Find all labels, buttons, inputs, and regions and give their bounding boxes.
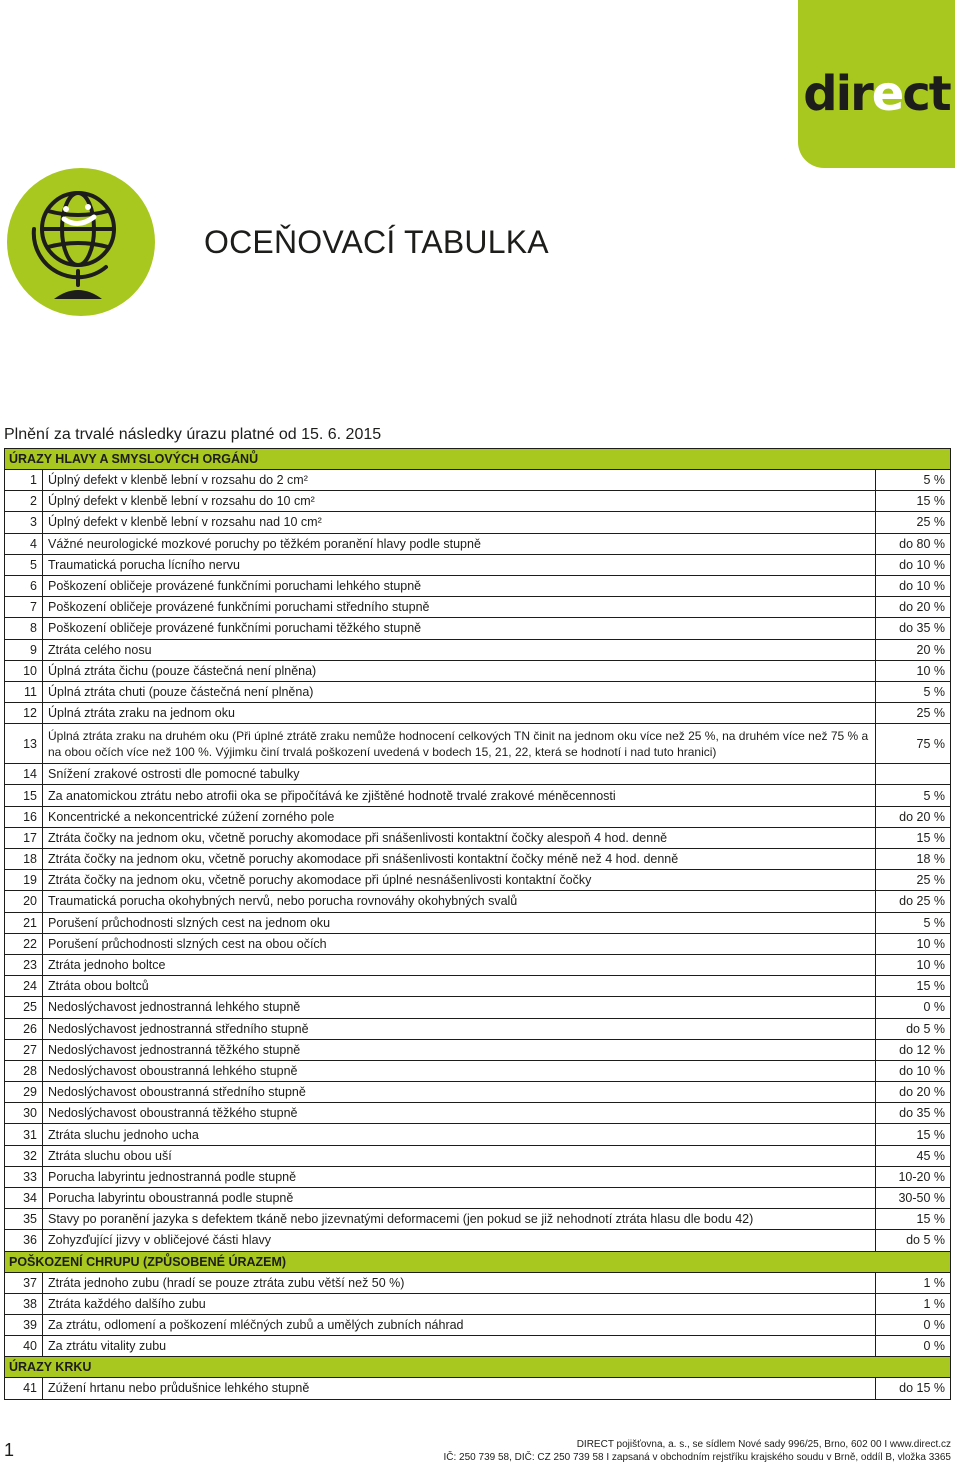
- section-header: [5, 1251, 951, 1272]
- row-value: 15 %: [876, 1209, 951, 1230]
- row-number: 13: [5, 724, 43, 764]
- row-description: Traumatická porucha lícního nervu: [43, 554, 876, 575]
- row-value: 10 %: [876, 660, 951, 681]
- table-row: [5, 1230, 951, 1251]
- row-value: do 10 %: [876, 554, 951, 575]
- table-row: [5, 1336, 951, 1357]
- row-number: 9: [5, 639, 43, 660]
- table-row: [5, 703, 951, 724]
- row-value: 25 %: [876, 703, 951, 724]
- row-value: do 5 %: [876, 1230, 951, 1251]
- row-description: Úplná ztráta zraku na druhém oku (Při úplné ztrátě zraku nemůže hodnocení celkových TN činit na jednom oku více než 25 %, na druhém více než 75 % a na obou očích více než 100 %. Výjimku činí trvalá poškození uvedená v bodech 15, 21, 22, která se hodnotí i nad tuto hranici): [43, 724, 876, 764]
- row-number: 40: [5, 1336, 43, 1357]
- table-row: [5, 554, 951, 575]
- row-description: Ztráta jednoho zubu (hradí se pouze ztráta zubu větší než 50 %): [43, 1272, 876, 1293]
- row-value: 0 %: [876, 1314, 951, 1335]
- row-description: Nedoslýchavost jednostranná těžkého stupně: [43, 1039, 876, 1060]
- row-description: Koncentrické a nekoncentrické zúžení zorného pole: [43, 806, 876, 827]
- row-value: 30-50 %: [876, 1188, 951, 1209]
- rates-table: [4, 448, 951, 1400]
- row-description: Nedoslýchavost oboustranná středního stupně: [43, 1082, 876, 1103]
- row-value: do 80 %: [876, 533, 951, 554]
- row-value: [876, 764, 951, 785]
- row-value: 45 %: [876, 1145, 951, 1166]
- table-row: [5, 870, 951, 891]
- row-value: 0 %: [876, 997, 951, 1018]
- row-number: 33: [5, 1166, 43, 1187]
- row-number: 37: [5, 1272, 43, 1293]
- table-row: [5, 597, 951, 618]
- row-number: 4: [5, 533, 43, 554]
- row-description: Úplná ztráta zraku na jednom oku: [43, 703, 876, 724]
- row-number: 31: [5, 1124, 43, 1145]
- row-value: do 12 %: [876, 1039, 951, 1060]
- row-value: 20 %: [876, 639, 951, 660]
- table-row: [5, 639, 951, 660]
- row-value: 15 %: [876, 491, 951, 512]
- row-value: 5 %: [876, 681, 951, 702]
- row-description: Ztráta každého dalšího zubu: [43, 1293, 876, 1314]
- row-value: do 10 %: [876, 1060, 951, 1081]
- row-description: Ztráta sluchu obou uší: [43, 1145, 876, 1166]
- row-number: 30: [5, 1103, 43, 1124]
- table-row: [5, 470, 951, 491]
- table-row: [5, 1166, 951, 1187]
- row-description: Porušení průchodnosti slzných cest na obou očích: [43, 933, 876, 954]
- row-number: 2: [5, 491, 43, 512]
- row-value: 15 %: [876, 827, 951, 848]
- row-description: Nedoslýchavost oboustranná těžkého stupně: [43, 1103, 876, 1124]
- table-row: [5, 1272, 951, 1293]
- row-value: do 20 %: [876, 597, 951, 618]
- table-row: [5, 806, 951, 827]
- page-title: OCEŇOVACÍ TABULKA: [204, 224, 549, 260]
- table-row: [5, 660, 951, 681]
- row-number: 36: [5, 1230, 43, 1251]
- row-value: 25 %: [876, 870, 951, 891]
- row-value: 18 %: [876, 849, 951, 870]
- row-number: 29: [5, 1082, 43, 1103]
- row-value: do 25 %: [876, 891, 951, 912]
- table-row: [5, 997, 951, 1018]
- table-row: [5, 1082, 951, 1103]
- row-number: 10: [5, 660, 43, 681]
- row-value: 5 %: [876, 785, 951, 806]
- table-row: [5, 1314, 951, 1335]
- row-value: 0 %: [876, 1336, 951, 1357]
- row-value: 1 %: [876, 1293, 951, 1314]
- table-row: [5, 1378, 951, 1399]
- row-number: 3: [5, 512, 43, 533]
- table-row: [5, 764, 951, 785]
- table-row: [5, 575, 951, 596]
- section-heading: ÚRAZY KRKU: [5, 1357, 951, 1378]
- row-value: 25 %: [876, 512, 951, 533]
- row-description: Ztráta celého nosu: [43, 639, 876, 660]
- row-description: Ztráta čočky na jednom oku, včetně poruchy akomodace při úplné nesnášenlivosti kontaktní čočky: [43, 870, 876, 891]
- page-subtitle: Plnění za trvalé následky úrazu platné od 15. 6. 2015: [4, 426, 382, 443]
- row-value: 15 %: [876, 1124, 951, 1145]
- row-description: Za anatomickou ztrátu nebo atrofii oka se připočítává ke zjištěné hodnotě trvalé zrakové méněcennosti: [43, 785, 876, 806]
- row-description: Ztráta čočky na jednom oku, včetně poruchy akomodace při snášenlivosti kontaktní čočky méně než 4 hod. denně: [43, 849, 876, 870]
- table-row: [5, 1293, 951, 1314]
- section-heading: ÚRAZY HLAVY A SMYSLOVÝCH ORGÁNŮ: [5, 449, 951, 470]
- row-description: Porušení průchodnosti slzných cest na jednom oku: [43, 912, 876, 933]
- globe-icon: [6, 167, 156, 317]
- row-number: 34: [5, 1188, 43, 1209]
- row-value: do 35 %: [876, 618, 951, 639]
- row-description: Úplný defekt v klenbě lební v rozsahu nad 10 cm²: [43, 512, 876, 533]
- table-row: [5, 618, 951, 639]
- row-value: 10 %: [876, 954, 951, 975]
- row-number: 38: [5, 1293, 43, 1314]
- brand-logo-text: direct: [803, 66, 950, 122]
- row-number: 12: [5, 703, 43, 724]
- row-description: Porucha labyrintu oboustranná podle stupně: [43, 1188, 876, 1209]
- table-row: [5, 849, 951, 870]
- row-value: 15 %: [876, 976, 951, 997]
- row-description: Ztráta sluchu jednoho ucha: [43, 1124, 876, 1145]
- row-description: Ztráta čočky na jednom oku, včetně poruchy akomodace při snášenlivosti kontaktní čočky alespoň 4 hod. denně: [43, 827, 876, 848]
- table-row: [5, 681, 951, 702]
- table-row: [5, 1145, 951, 1166]
- row-number: 35: [5, 1209, 43, 1230]
- row-description: Úplná ztráta čichu (pouze částečná není plněna): [43, 660, 876, 681]
- row-number: 14: [5, 764, 43, 785]
- row-description: Poškození obličeje provázené funkčními poruchami lehkého stupně: [43, 575, 876, 596]
- row-number: 39: [5, 1314, 43, 1335]
- row-description: Úplná ztráta chuti (pouze částečná není plněna): [43, 681, 876, 702]
- table-row: [5, 491, 951, 512]
- section-heading: POŠKOZENÍ CHRUPU (ZPŮSOBENÉ ÚRAZEM): [5, 1251, 951, 1272]
- row-number: 27: [5, 1039, 43, 1060]
- row-value: do 20 %: [876, 1082, 951, 1103]
- row-description: Ztráta obou boltců: [43, 976, 876, 997]
- row-number: 5: [5, 554, 43, 575]
- row-number: 8: [5, 618, 43, 639]
- table-row: [5, 785, 951, 806]
- row-value: 1 %: [876, 1272, 951, 1293]
- row-description: Vážné neurologické mozkové poruchy po těžkém poranění hlavy podle stupně: [43, 533, 876, 554]
- footer-address: DIRECT pojišťovna, a. s., se sídlem Nové sady 996/25, Brno, 602 00 I www.direct.cz: [576, 1439, 951, 1450]
- row-number: 22: [5, 933, 43, 954]
- row-number: 26: [5, 1018, 43, 1039]
- row-description: Zohyzďující jizvy v obličejové části hlavy: [43, 1230, 876, 1251]
- row-number: 28: [5, 1060, 43, 1081]
- row-value: do 10 %: [876, 575, 951, 596]
- row-value: 10 %: [876, 933, 951, 954]
- row-description: Nedoslýchavost oboustranná lehkého stupně: [43, 1060, 876, 1081]
- table-row: [5, 827, 951, 848]
- row-number: 19: [5, 870, 43, 891]
- row-number: 18: [5, 849, 43, 870]
- table-row: [5, 1103, 951, 1124]
- row-number: 15: [5, 785, 43, 806]
- row-number: 11: [5, 681, 43, 702]
- row-description: Stavy po poranění jazyka s defektem tkáně nebo jizevnatými deformacemi (jen pokud se již nehodnotí ztráta hlasu dle bodu 42): [43, 1209, 876, 1230]
- brand-logo-box: [798, 0, 955, 168]
- row-number: 6: [5, 575, 43, 596]
- row-description: Poškození obličeje provázené funkčními poruchami těžkého stupně: [43, 618, 876, 639]
- row-description: Poškození obličeje provázené funkčními poruchami středního stupně: [43, 597, 876, 618]
- row-description: Za ztrátu, odlomení a poškození mléčných zubů a umělých zubních náhrad: [43, 1314, 876, 1335]
- section-header: [5, 449, 951, 470]
- footer-registration: IČ: 250 739 58, DIČ: CZ 250 739 58 I zapsaná v obchodním rejstříku krajského soudu v Brně, oddíl B, vložka 3365: [443, 1452, 951, 1463]
- section-header: [5, 1357, 951, 1378]
- row-number: 7: [5, 597, 43, 618]
- row-number: 17: [5, 827, 43, 848]
- table-row: [5, 976, 951, 997]
- row-description: Zúžení hrtanu nebo průdušnice lehkého stupně: [43, 1378, 876, 1399]
- table-row: [5, 533, 951, 554]
- table-row: [5, 1039, 951, 1060]
- row-number: 16: [5, 806, 43, 827]
- row-number: 21: [5, 912, 43, 933]
- row-description: Nedoslýchavost jednostranná lehkého stupně: [43, 997, 876, 1018]
- row-number: 24: [5, 976, 43, 997]
- table-row: [5, 954, 951, 975]
- row-description: Ztráta jednoho boltce: [43, 954, 876, 975]
- row-number: 32: [5, 1145, 43, 1166]
- row-value: do 35 %: [876, 1103, 951, 1124]
- row-description: Úplný defekt v klenbě lební v rozsahu do 2 cm²: [43, 470, 876, 491]
- footer: [443, 1438, 951, 1464]
- row-description: Úplný defekt v klenbě lební v rozsahu do 10 cm²: [43, 491, 876, 512]
- table-row: [5, 891, 951, 912]
- row-description: Porucha labyrintu jednostranná podle stupně: [43, 1166, 876, 1187]
- row-description: Nedoslýchavost jednostranná středního stupně: [43, 1018, 876, 1039]
- row-number: 23: [5, 954, 43, 975]
- row-number: 1: [5, 470, 43, 491]
- row-value: do 20 %: [876, 806, 951, 827]
- table-row: [5, 1124, 951, 1145]
- table-row: [5, 1060, 951, 1081]
- row-description: Traumatická porucha okohybných nervů, nebo porucha rovnováhy okohybných svalů: [43, 891, 876, 912]
- table-row: [5, 1209, 951, 1230]
- table-row: [5, 1018, 951, 1039]
- row-number: 25: [5, 997, 43, 1018]
- table-row: [5, 724, 951, 764]
- row-value: 5 %: [876, 470, 951, 491]
- table-row: [5, 512, 951, 533]
- row-number: 41: [5, 1378, 43, 1399]
- row-value: do 15 %: [876, 1378, 951, 1399]
- row-value: do 5 %: [876, 1018, 951, 1039]
- row-value: 75 %: [876, 724, 951, 764]
- row-number: 20: [5, 891, 43, 912]
- table-row: [5, 1188, 951, 1209]
- row-description: Snížení zrakové ostrosti dle pomocné tabulky: [43, 764, 876, 785]
- table-row: [5, 933, 951, 954]
- row-value: 10-20 %: [876, 1166, 951, 1187]
- row-value: 5 %: [876, 912, 951, 933]
- row-description: Za ztrátu vitality zubu: [43, 1336, 876, 1357]
- table-row: [5, 912, 951, 933]
- page-number: 1: [4, 1440, 15, 1460]
